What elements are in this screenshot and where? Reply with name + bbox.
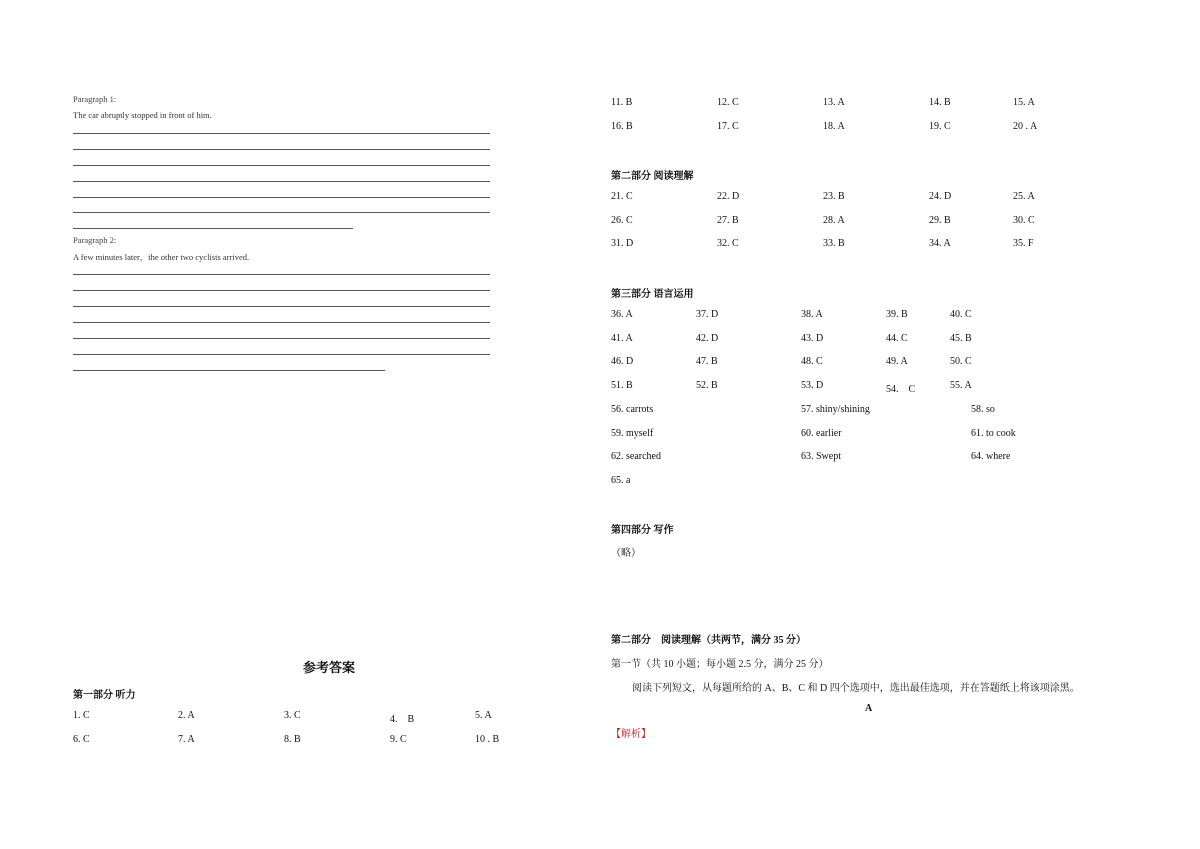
answer-item: 22. D (717, 191, 740, 202)
answer-item: 54. C (886, 384, 916, 395)
part4-note: （略） (611, 548, 641, 559)
explanation-section: 第一节（共 10 小题；每小题 2.5 分，满分 25 分） (611, 659, 829, 670)
answer-item: 37. D (696, 309, 719, 320)
fill-answer-item: 58. so (971, 404, 995, 415)
paragraph-2-label: Paragraph 2: (73, 235, 117, 245)
writing-line (73, 181, 490, 182)
writing-line (73, 197, 490, 198)
answer-item: 52. B (696, 380, 718, 391)
answer-item: 13. A (823, 97, 845, 108)
part2-heading: 第二部分 阅读理解 (611, 171, 694, 182)
writing-line (73, 149, 490, 150)
answer-item: 18. A (823, 121, 845, 132)
explanation-instruction: 阅读下列短文，从每题所给的 A、B、C 和 D 四个选项中，选出最佳选项，并在答题纸上将该项涂黑。 (632, 683, 1080, 694)
answer-item: 30. C (1013, 215, 1035, 226)
fill-answer-item: 63. Swept (801, 451, 841, 462)
answer-item: 44. C (886, 333, 908, 344)
paragraph-1-opening: The car abruptly stopped in front of him. (73, 110, 212, 120)
answer-item: 17. C (717, 121, 739, 132)
writing-line (73, 133, 490, 134)
fill-answer-item: 60. earlier (801, 428, 842, 439)
writing-line (73, 354, 490, 355)
answer-item: 55. A (950, 380, 972, 391)
answer-item: 3. C (284, 710, 301, 721)
analysis-tag: 【解析】 (611, 729, 651, 740)
answer-item: 20 . A (1013, 121, 1038, 132)
writing-line (73, 322, 490, 323)
fill-answer-item: 61. to cook (971, 428, 1016, 439)
answer-item: 29. B (929, 215, 951, 226)
answer-item: 43. D (801, 333, 824, 344)
answer-item: 5. A (475, 710, 492, 721)
fill-answer-item: 59. myself (611, 428, 654, 439)
fill-answer-item: 64. where (971, 451, 1011, 462)
answer-item: 45. B (950, 333, 972, 344)
answer-item: 12. C (717, 97, 739, 108)
answer-item: 16. B (611, 121, 633, 132)
answer-item: 10 . B (475, 734, 500, 745)
part3-heading: 第三部分 语言运用 (611, 289, 694, 300)
writing-line (73, 165, 490, 166)
answer-item: 48. C (801, 356, 823, 367)
fill-answer-item: 62. searched (611, 451, 661, 462)
answer-item: 21. C (611, 191, 633, 202)
part4-heading: 第四部分 写作 (611, 525, 674, 536)
answer-item: 35. F (1013, 238, 1034, 249)
answer-item: 15. A (1013, 97, 1035, 108)
answer-item: 31. D (611, 238, 634, 249)
answer-item: 50. C (950, 356, 972, 367)
paragraph-1-label: Paragraph 1: (73, 94, 117, 104)
answer-item: 38. A (801, 309, 823, 320)
fill-answer-item: 56. carrots (611, 404, 654, 415)
answer-item: 4. B (390, 714, 415, 725)
explanation-heading: 第二部分 阅读理解（共两节，满分 35 分） (611, 635, 806, 646)
writing-line (73, 338, 490, 339)
answer-key-title: 参考答案 (303, 660, 356, 675)
writing-line (73, 212, 490, 213)
answer-item: 36. A (611, 309, 633, 320)
answer-item: 25. A (1013, 191, 1035, 202)
answer-item: 7. A (178, 734, 195, 745)
fill-answer-item: 57. shiny/shining (801, 404, 870, 415)
answer-item: 11. B (611, 97, 633, 108)
writing-line (73, 290, 490, 291)
answer-item: 14. B (929, 97, 951, 108)
answer-item: 27. B (717, 215, 739, 226)
answer-item: 28. A (823, 215, 845, 226)
answer-item: 49. A (886, 356, 908, 367)
answer-item: 23. B (823, 191, 845, 202)
answer-item: 8. B (284, 734, 301, 745)
answer-item: 39. B (886, 309, 908, 320)
part1-heading: 第一部分 听力 (73, 690, 136, 701)
answer-item: 26. C (611, 215, 633, 226)
writing-line (73, 228, 353, 229)
writing-line (73, 274, 490, 275)
answer-item: 51. B (611, 380, 633, 391)
answer-item: 46. D (611, 356, 634, 367)
answer-item: 6. C (73, 734, 90, 745)
answer-item: 24. D (929, 191, 952, 202)
answer-item: 53. D (801, 380, 824, 391)
writing-line (73, 306, 490, 307)
answer-item: 32. C (717, 238, 739, 249)
answer-item: 40. C (950, 309, 972, 320)
passage-label: A (865, 703, 873, 714)
paragraph-2-opening: A few minutes later，the other two cyclists arrived. (73, 252, 250, 262)
answer-item: 42. D (696, 333, 719, 344)
answer-item: 33. B (823, 238, 845, 249)
answer-item: 2. A (178, 710, 195, 721)
answer-item: 19. C (929, 121, 951, 132)
answer-item: 1. C (73, 710, 90, 721)
answer-item: 47. B (696, 356, 718, 367)
writing-line (73, 370, 385, 371)
answer-item: 34. A (929, 238, 951, 249)
fill-answer-item: 65. a (611, 475, 631, 486)
answer-item: 41. A (611, 333, 633, 344)
answer-item: 9. C (390, 734, 407, 745)
